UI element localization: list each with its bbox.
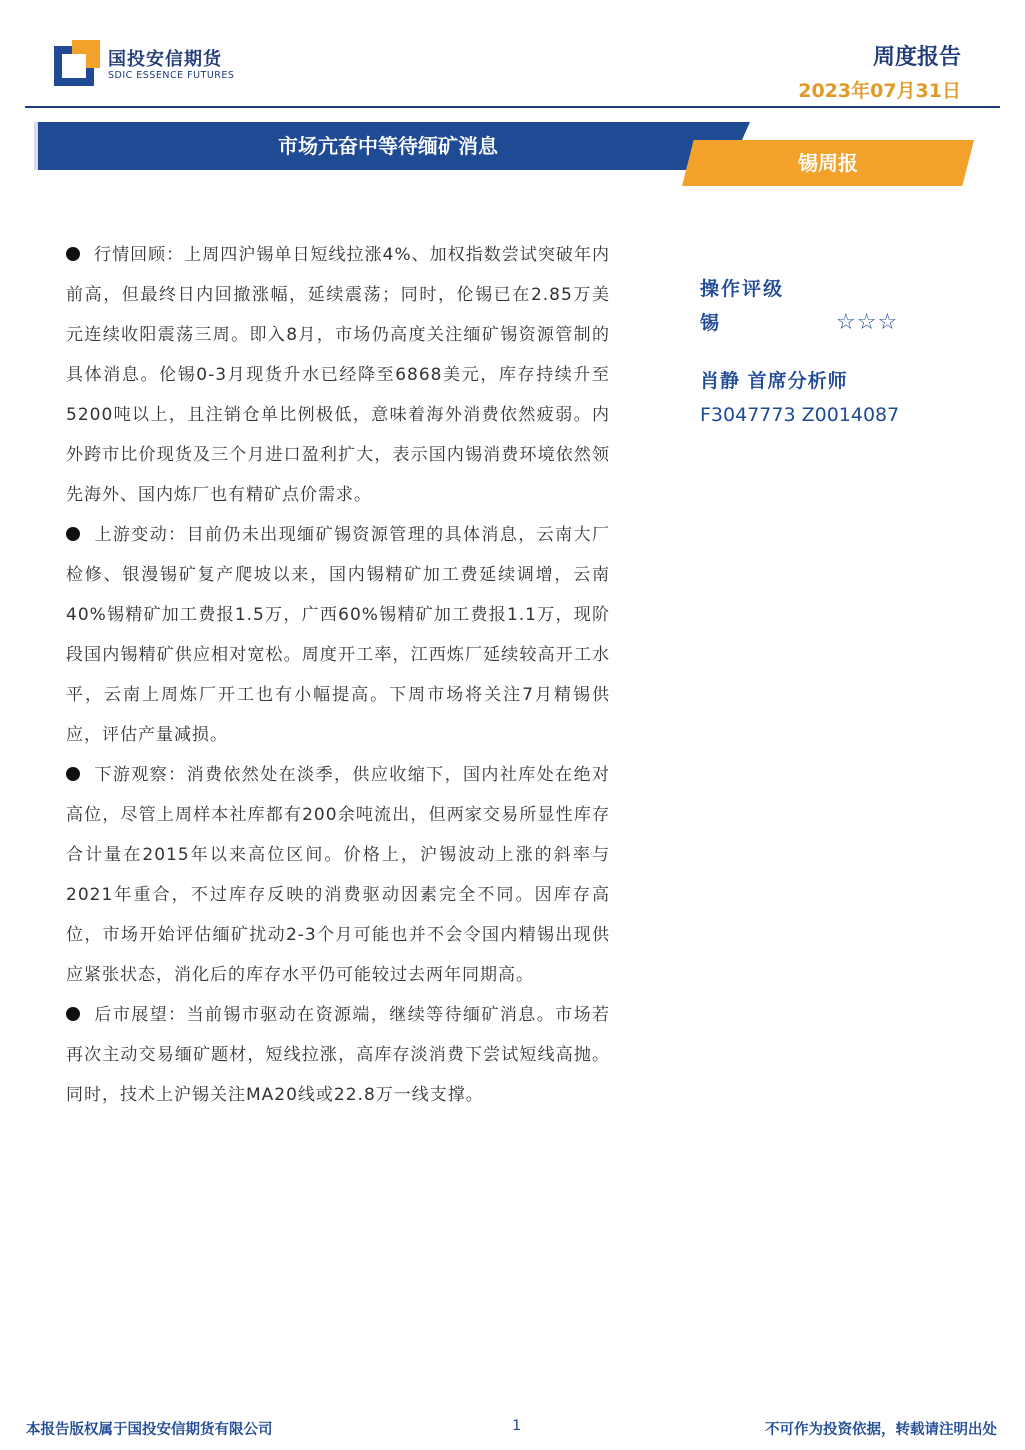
footer-copyright: 本报告版权属于国投安信期货有限公司 [26,1422,273,1438]
paragraph-market-review [66,235,610,515]
paragraph-text: 行情回顾：上周四沪锡单日短线拉涨4%、加权指数尝试突破年内前高，但最终日内回撤涨幅，延续震荡；同时，伦锡已在2.85万美元连续收阳震荡三周。即入8月，市场仍高度关注缅矿锡资源管制的具体消息。伦锡0-3月现货升水已经降至6868美元，库存持续升至5200吨以上，且注销仓单比例极低，意味着海外消费依然疲弱。内外跨市比价现货及三个月进口盈利扩大，表示国内锡消费环境依然领先海外、国内炼厂也有精矿点价需求。 [66,245,610,505]
header-divider [25,106,1000,108]
sidebar [700,274,940,430]
rating-metal: 锡 [700,312,720,334]
bullet-icon [66,1007,80,1021]
report-date: 2023年07月31日 [798,80,961,102]
rating-row [700,308,940,344]
footer-disclaimer: 不可作为投资依据，转载请注明出处 [765,1422,997,1438]
brand-name-en: SDIC ESSENCE FUTURES [108,70,235,81]
paragraph-downstream [66,755,610,995]
sdic-logo-icon [54,40,100,86]
rating-stars-icon: ☆☆☆ [836,310,899,335]
page-number: 1 [512,1418,522,1434]
paragraph-text: 后市展望：当前锡市驱动在资源端，继续等待缅矿消息。市场若再次主动交易缅矿题材，短线拉涨，高库存淡消费下尝试短线高抛。同时，技术上沪锡关注MA20线或22.8万一线支撑。 [66,1005,610,1105]
bullet-icon [66,527,80,541]
report-title: 市场亢奋中等待缅矿消息 [278,134,498,158]
brand-logo [108,50,234,82]
brand-name-cn: 国投安信期货 [108,49,222,70]
report-type: 周度报告 [872,45,961,70]
analyst-name: 肖静 首席分析师 [700,370,848,392]
paragraph-text: 上游变动：目前仍未出现缅矿锡资源管理的具体消息，云南大厂检修、银漫锡矿复产爬坡以来，国内锡精矿加工费延续调增，云南40%锡精矿加工费报1.5万，广西60%锡精矿加工费报1.1万，现阶段国内锡精矿供应相对宽松。周度开工率，江西炼厂延续较高开工水平，云南上周炼厂开工也有小幅提高。下周市场将关注7月精锡供应，评估产量减损。 [66,525,610,745]
rating-heading: 操作评级 [700,278,785,300]
bullet-icon [66,247,80,261]
bullet-icon [66,767,80,781]
paragraph-outlook [66,995,610,1115]
analyst-license: F3047773 Z0014087 [700,404,900,426]
report-series-tag: 锡周报 [798,151,858,175]
report-body [66,235,610,1115]
paragraph-text: 下游观察：消费依然处在淡季，供应收缩下，国内社库处在绝对高位，尽管上周样本社库都有200余吨流出，但两家交易所显性库存合计量在2015年以来高位区间。价格上，沪锡波动上涨的斜率与2021年重合，不过库存反映的消费驱动因素完全不同。因库存高位，市场开始评估缅矿扰动2-3个月可能也并不会令国内精锡出现供应紧张状态，消化后的库存水平仍可能较过去两年同期高。 [66,765,610,985]
paragraph-upstream [66,515,610,755]
